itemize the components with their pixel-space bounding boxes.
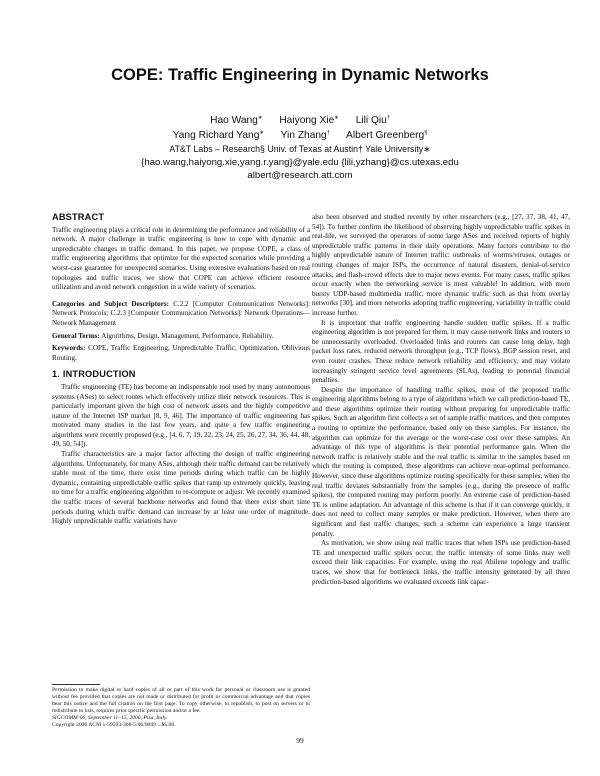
categories-label: Categories and Subject Descriptors: bbox=[52, 299, 170, 308]
author-name: Yang Richard Yang bbox=[172, 130, 260, 142]
intro-paragraph-1: Traffic engineering (TE) has become an indispensable tool used by many autonomous systems (ASes) to select routes which effectively utilize their network resources. This is particularly important given the high cost of network assets and the highly competitive nature of the Internet ISP market [8, 9, 46]. The importance of traffic engineering has motivated many studies in the last few years, and quite a few traffic engineering algorithms were recently proposed (e.g., [4, 6, 7, 19, 22, 23, 24, 25, 26, 27, 34, 36, 44, 48, 49, 50, 54]). bbox=[52, 382, 310, 449]
body-paragraph-2: It is important that traffic engineering handle sudden traffic spikes. If a traffic engineering algorithm is not prepared for them, it may cause network links and routers to be unnecessarily overloaded. Overloaded links and routers can cause long delay, high packet loss rates, reduced network throughput (e.g., TCP flows), BGP session reset, and even router crashes. These reduce network reliability and efficiency, and may violate increasingly stringent service level agreements (SLAs), leading to potential financial penalties. bbox=[312, 318, 570, 385]
affil-mark: ∗ bbox=[334, 115, 339, 121]
affil-mark: § bbox=[424, 130, 428, 137]
page-number: 99 bbox=[296, 736, 304, 745]
left-column bbox=[52, 213, 310, 527]
author-name: Hao Wang bbox=[210, 115, 258, 126]
author-name: Haiyong Xie bbox=[279, 115, 335, 126]
permission-block bbox=[52, 687, 310, 728]
abstract-text: Traffic engineering plays a critical role in determining the performance and reliability of a network. A major challenge in traffic engineering is how to cope with dynamic and unpredictable changes in traffic demand. In this paper, we propose COPE, a class of traffic engineering algorithms that optimize for the expected scenarios while providing a worst-case guarantee for unexpected scenarios. Using extensive evaluations based on real topologies and traffic traces, we show that COPE can achieve efficient resource utilization and avoid network congestion in a wide variety of scenarios. bbox=[52, 225, 310, 292]
permission-text: Permission to make digital or hard copies of all or part of this work for personal or classroom use is granted without fee provided that copies are not made or distributed for profit or commercial advantage and that copies bear this notice and the full citation on the first page. To copy otherwise, to republish, to post on servers or to redistribute to lists, requires prior specific permission and/or a fee. bbox=[52, 687, 310, 714]
author-name: Lili Qiu bbox=[355, 115, 387, 126]
abstract-heading: ABSTRACT bbox=[52, 212, 105, 222]
categories-text: C.2.2 [Computer Communication Networks]: Network Protocols; C.2.3 [Computer Communication Networks]: Network Operations—Network Management bbox=[52, 299, 310, 327]
affil-mark: † bbox=[326, 130, 330, 137]
affil-mark: ∗ bbox=[257, 115, 263, 121]
intro-heading: 1. INTRODUCTION bbox=[52, 369, 136, 380]
author-row-1 bbox=[0, 112, 600, 127]
keywords bbox=[52, 344, 310, 363]
affil-mark: † bbox=[386, 115, 390, 121]
email-line-1: {hao.wang,haiyong.xie,yang.r.yang}@yale.edu {lili,yzhang}@cs.utexas.edu bbox=[141, 156, 459, 168]
author-row-2 bbox=[0, 127, 600, 142]
right-column bbox=[312, 213, 570, 587]
body-paragraph-3: Despite the importance of handling traffic spikes, most of the proposed traffic engineering algorithms belong to a type of algorithms which we call prediction-based TE, and these algorithms optimize their routing without preparing for unpredictable traffic spikes. Such an algorithm first collects a set of sample traffic matrices, and then computes a routing to optimize the performance, based only on these samples. For instance, the algorithm can optimize for the average or the worst-case cost over these samples. An advantage of this type of algorithms is their potential performance gain. When the network traffic is relatively stable and the real traffic is similar to the samples based on which the routing is computed, these algorithms can achieve near-optimal performance. However, since these algorithms optimize routing specifically for these samples, when the real traffic deviates substantially from the samples (e.g., during the presence of traffic spikes), the computed routing may perform poorly. An extreme case of prediction-based TE is online adaptation. An advantage of this scheme is that if it can converge quickly, it does not need to collect many samples or make prediction. However, when there are significant and fast traffic changes, such a scheme can experience a large transient penalty. bbox=[312, 385, 570, 538]
keywords-label: Keywords: bbox=[52, 344, 86, 353]
categories bbox=[52, 300, 310, 329]
keywords-text: COPE, Traffic Engineering, Unpredictable Traffic, Optimization, Oblivious Routing. bbox=[52, 344, 310, 362]
general-terms bbox=[52, 332, 310, 342]
terms-text: Algorithms, Design, Management, Performance, Reliability. bbox=[101, 331, 274, 340]
affiliations: AT&T Labs – Research§ Univ. of Texas at Austin† Yale University∗ bbox=[169, 143, 431, 154]
paper-title: COPE: Traffic Engineering in Dynamic Networks bbox=[111, 66, 489, 84]
body-paragraph-1: also been observed and studied recently by other researchers (e.g., [27, 37, 38, 41, 47, 54]). To further confirm the likelihood of observing highly unpredictable traffic spikes in real-life, we surveyed the operators of some large ASes and received reports of highly unpredictable traffic patterns in their daily operations. Many factors contribute to the highly unpredictable nature of Internet traffic: outbreaks of worms/viruses, outages or routing changes of major ISPs, the occurrence of natural disasters, denial-of-service attacks, and flash-crowd effects due to major news events. For many cases, traffic spikes occur exactly when the networking service is most valuable! In addition, with more bursty UDP-based multimedia traffic, more dynamic traffic such as that from overlay networks [30], and more networks adopting traffic engineering, variability in traffic could increase further. bbox=[312, 213, 570, 317]
footnote-rule bbox=[52, 684, 100, 685]
author-name: Yin Zhang bbox=[280, 130, 327, 142]
intro-paragraph-2: Traffic characteristics are a major factor affecting the design of traffic engineering algorithms. Unfortunately, for many ASes, although their traffic demand can be relatively stable most of the time, there exist time periods during which traffic can be highly dynamic, containing unpredictable traffic spikes that ramp up extremely quickly, leaving no time for a traffic engineering algorithm to re-compute or adjust. We recently examined the traffic traces of several backbone networks and found that there exist short time periods during which traffic demand can increase by at least one order of magnitude. Highly unpredictable traffic variations have bbox=[52, 450, 310, 526]
copyright-line: Copyright 2006 ACM 1-59593-308-5/06/0009 ...$5.00. bbox=[52, 721, 176, 728]
conference-line: SIGCOMM’06, September 11–15, 2006, Pisa, Italy. bbox=[52, 714, 168, 721]
body-paragraph-4: As motivation, we show using real traffic traces that when ISPs use prediction-based TE and unexpected traffic spikes occur, the traffic intensity of some links may well exceed their link capacities. For example, using the real Abilene topology and traffic traces, we show that for bottleneck links, the traffic intensity generated by all three prediction-based algorithms we evaluated exceeds link capac- bbox=[312, 539, 570, 586]
author-name: Albert Greenberg bbox=[346, 130, 425, 142]
email-line-2: albert@research.att.com bbox=[247, 170, 353, 182]
affil-mark: ∗ bbox=[259, 130, 264, 137]
terms-label: General Terms: bbox=[52, 331, 100, 340]
author-block bbox=[0, 112, 600, 182]
